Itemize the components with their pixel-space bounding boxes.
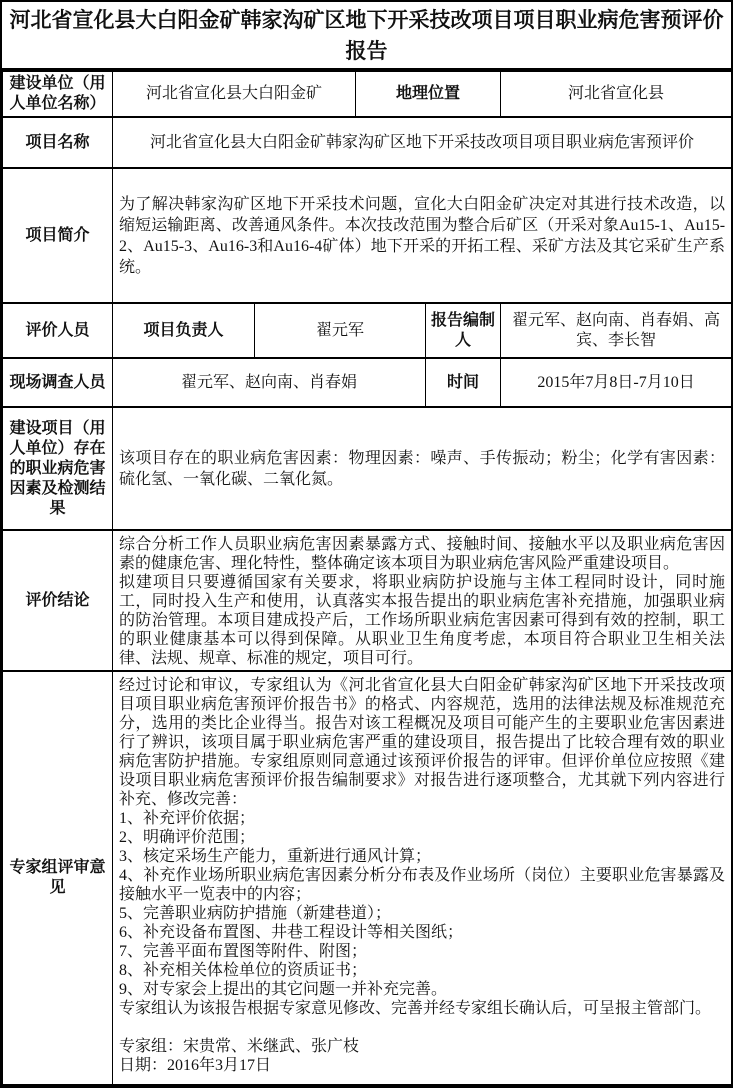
construction-unit-value: 河北省宣化县大白阳金矿 — [113, 71, 356, 117]
location-label: 地理位置 — [356, 71, 501, 117]
row-conclusion — [3, 530, 732, 671]
expert-review-item: 6、补充设备布置图、井巷工程设计等相关图纸； — [119, 924, 464, 941]
site-survey-label: 现场调查人员 — [3, 358, 113, 407]
hazard-factors-label: 建设项目（用人单位）存在的职业病危害因素及检测结果 — [3, 407, 113, 530]
project-name-label: 项目名称 — [3, 117, 113, 168]
expert-review-item: 7、完善平面布置图等附件、附图； — [119, 943, 368, 960]
expert-review-item: 9、对专家会上提出的其它问题一并补充完善。 — [119, 981, 448, 998]
report-compiler-label: 报告编制人 — [426, 303, 501, 358]
project-leader-name: 翟元军 — [255, 303, 426, 358]
construction-unit-label: 建设单位（用人单位名称） — [3, 71, 113, 117]
review-date: 日期：2016年3月17日 — [119, 1057, 272, 1074]
evaluators-label: 评价人员 — [3, 303, 113, 358]
project-leader-label: 项目负责人 — [113, 303, 255, 358]
expert-review-closing: 专家组认为该报告根据专家意见修改、完善并经专家组长确认后，可呈报主管部门。 — [119, 1000, 712, 1017]
row-project-name — [3, 117, 732, 168]
row-site-survey — [3, 358, 732, 407]
row-evaluators — [3, 303, 732, 358]
hazard-factors-value: 该项目存在的职业病危害因素：物理因素：噪声、手传振动；粉尘；化学有害因素：硫化氢、一氧化碳、二氧化氮。 — [113, 407, 732, 530]
location-value: 河北省宣化县 — [501, 71, 732, 117]
site-survey-names: 翟元军、赵向南、肖春娟 — [113, 358, 426, 407]
page-title: 河北省宣化县大白阳金矿韩家沟矿区地下开采技改项目项目职业病危害预评价报告 — [2, 2, 731, 70]
expert-group-names: 专家组：宋贵常、米继武、张广枝 — [119, 1038, 360, 1055]
project-name-value: 河北省宣化县大白阳金矿韩家沟矿区地下开采技改项目项目职业病危害预评价 — [113, 117, 732, 168]
conclusion-paragraph: 综合分析工作人员职业病危害因素暴露方式、接触时间、接触水平以及职业病危害因素的健康危害、理化特性，整体确定该本项目为职业病危害风险严重建设项目。 — [119, 536, 726, 572]
expert-review-label: 专家组评审意见 — [3, 671, 113, 1085]
expert-review-item: 8、补充相关体检单位的资质证书； — [119, 962, 368, 979]
expert-review-value — [113, 671, 732, 1085]
row-expert-review — [3, 671, 732, 1085]
expert-review-item: 5、完善职业病防护措施（新建巷道）； — [119, 905, 392, 922]
conclusion-value — [113, 530, 732, 671]
time-value: 2015年7月8日-7月10日 — [501, 358, 732, 407]
row-hazard-factors — [3, 407, 732, 530]
time-label: 时间 — [426, 358, 501, 407]
project-intro-value: 为了解决韩家沟矿区地下开采技术问题，宣化大白阳金矿决定对其进行技术改造，以缩短运输距离、改善通风条件。本次技改范围为整合后矿区（开采对象Au15-1、Au15-2、Au15-3、Au16-3和Au16-4矿体）地下开采的开拓工程、采矿方法及其它采矿生产系统。 — [113, 168, 732, 303]
expert-review-item: 1、补充评价依据； — [119, 810, 256, 827]
row-project-intro — [3, 168, 732, 303]
expert-review-item: 4、补充作业场所职业病危害因素分析分布表及作业场所（岗位）主要职业危害暴露及接触水平一览表中的内容； — [119, 867, 726, 903]
report-compiler-names: 翟元军、赵向南、肖春娟、高宾、李长智 — [501, 303, 732, 358]
conclusion-label: 评价结论 — [3, 530, 113, 671]
project-intro-label: 项目简介 — [3, 168, 113, 303]
expert-review-item: 2、明确评价范围； — [119, 829, 256, 846]
row-construction-unit — [3, 71, 732, 117]
expert-review-intro: 经过讨论和审议，专家组认为《河北省宣化县大白阳金矿韩家沟矿区地下开采技改项目项目职业病危害预评价报告书》的格式、内容规范，选用的法律法规及标准规范充分，选用的类比企业得当。报告对该工程概况及项目可能产生的主要职业危害因素进行了辨识，该项目属于职业病危害严重的建设项目，报告提出了比较合理有效的职业病危害防护措施。专家组原则同意通过该预评价报告的评审。但评价单位应按照《建设项目职业病危害预评价报告编制要求》对报告进行逐项整合，尤其就下列内容进行补充、修改完善： — [119, 677, 726, 808]
expert-review-item: 3、核定采场生产能力，重新进行通风计算； — [119, 848, 432, 865]
conclusion-paragraph: 拟建项目只要遵循国家有关要求，将职业病防护设施与主体工程同时设计，同时施工，同时投入生产和使用，认真落实本报告提出的职业病危害补充措施，加强职业病的防治管理。本项目建成投产后，工作场所职业病危害因素可得到有效的控制，职工的职业健康基本可以得到保障。从职业卫生角度考虑，本项目符合职业卫生相关法律、法规、规章、标准的规定，项目可行。 — [119, 574, 726, 667]
report-table — [2, 70, 732, 1086]
